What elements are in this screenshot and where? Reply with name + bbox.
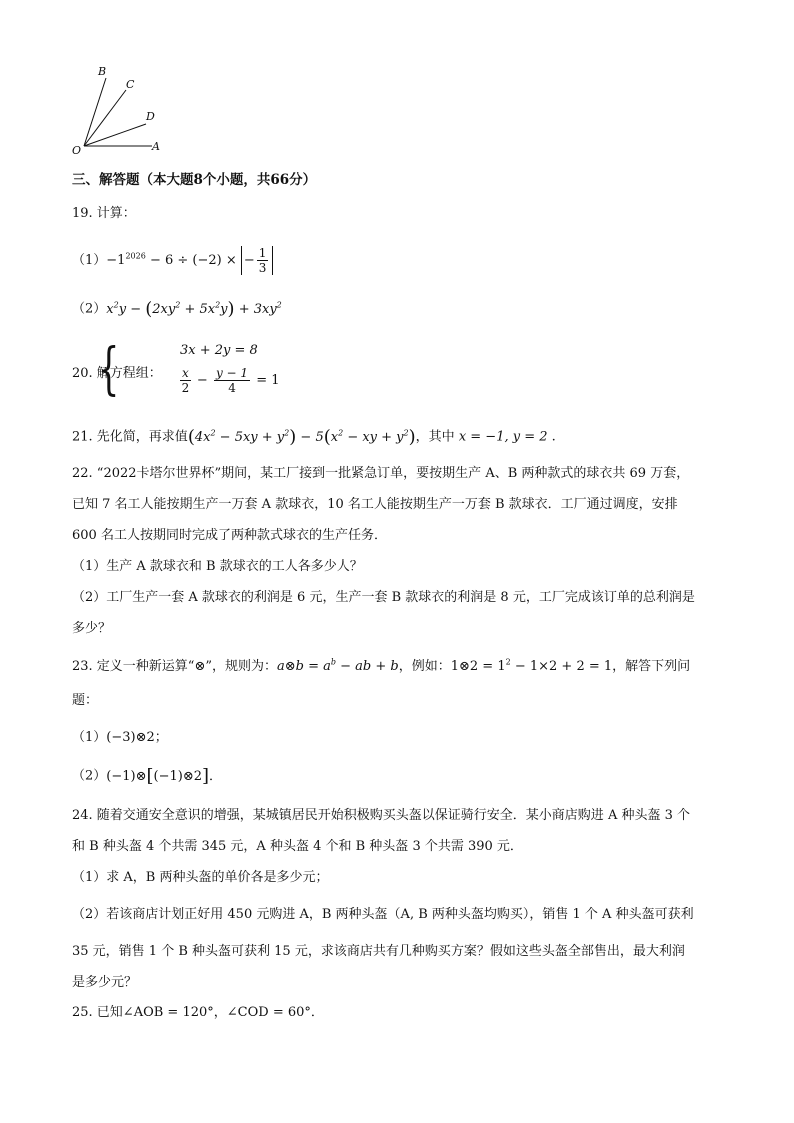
q22-line1: 22. “2022卡塔尔世界杯”期间，某工厂接到一批紧急订单，要按期生产 A、B 两种款式的球衣共 69 万套， bbox=[72, 466, 690, 481]
q24-line3: （1）求 A，B 两种头盔的单价各是多少元； bbox=[72, 870, 329, 885]
label-d: D bbox=[146, 110, 155, 123]
q19-part2: $(2)x^2y - (2xy^2 + 5x^2y) + 3xy^2$ bbox=[72, 298, 282, 319]
q24-line6: 是多少元？ bbox=[72, 975, 138, 990]
q22-line4: （1）生产 A 款球衣和 B 款球衣的工人各多少人？ bbox=[72, 559, 363, 574]
label-a: A bbox=[152, 140, 160, 153]
q20-head: 20. 解方程组： bbox=[72, 366, 162, 381]
q22-line5: （2）工厂生产一套 A 款球衣的利润是 6 元，生产一套 B 款球衣的利润是 8 元，工厂完成该订单的总利润是 bbox=[72, 590, 695, 605]
q22-line3: 600 名工人按期同时完成了两种款式球衣的生产任务． bbox=[72, 528, 387, 543]
q24-line5: 35 元，销售 1 个 B 种头盔可获利 15 元，求该商店共有几种购买方案？假如这些头盔全部售出，最大利润 bbox=[72, 944, 685, 959]
q24-line4: （2）若该商店计划正好用 450 元购进 A，B 两种头盔（A, B 两种头盔均购买），销售 1 个 A 种头盔可获利 bbox=[72, 907, 694, 922]
ray-od bbox=[84, 124, 146, 146]
q24-line1: 24. 随着交通安全意识的增强，某城镇居民开始积极购买头盔以保证骑行安全．某小商店购进 A 种头盔 3 个 bbox=[72, 808, 690, 823]
q24-line2: 和 B 种头盔 4 个共需 345 元，A 种头盔 4 个和 B 种头盔 3 个共需 390 元． bbox=[72, 839, 523, 854]
ray-oc bbox=[84, 90, 126, 146]
q25-line1: 25. 已知∠AOB = 120°，∠COD = 60°． bbox=[72, 1005, 324, 1020]
q19-part1: $(1)-1^{2026} - 6 \div (-2)$ × − $\frac{1}{3}$ bbox=[72, 246, 273, 275]
q23-line2: 题： bbox=[72, 693, 99, 708]
q23-part2: （2）(−1)⊗[(−1)⊗2]． bbox=[72, 765, 223, 786]
system-brace: { bbox=[98, 337, 120, 402]
label-c: C bbox=[126, 78, 135, 91]
section-title: 三、解答题（本大题8个小题，共66分） bbox=[72, 172, 317, 188]
angle-figure bbox=[66, 62, 176, 158]
ray-ob bbox=[84, 78, 106, 146]
label-b: B bbox=[98, 65, 107, 78]
q22-line6: 多少？ bbox=[72, 621, 112, 636]
label-o: O bbox=[72, 144, 82, 157]
q23-part1: （1）(−3)⊗2； bbox=[72, 730, 168, 745]
q22-line2: 已知 7 名工人能按期生产一万套 A 款球衣，10 名工人能按期生产一万套 B 款球衣．工厂通过调度，安排 bbox=[72, 497, 678, 512]
angle-diagram bbox=[66, 62, 176, 158]
q20-eq1: 3x + 2y = 8 bbox=[180, 343, 258, 358]
q20-eq2: $\frac{x}{2}$ − $\frac{y - 1}{4}$ = 1 bbox=[181, 366, 280, 395]
q19-head: 19. 计算： bbox=[72, 206, 136, 221]
q21: 21. 先化简，再求值$(4x^2 - 5xy + y^2) - 5(x^2$ − xy + $y^2$)，其中 x = −1, y = 2 . bbox=[72, 426, 556, 447]
q23-line1: 23. 定义一种新运算“⊗”，规则为：a⊗b = $a^b$ − ab + b，例如：1⊗2 = $1^2 - 1\times 2 + 2 = 1$，解答下列问 bbox=[72, 657, 691, 674]
